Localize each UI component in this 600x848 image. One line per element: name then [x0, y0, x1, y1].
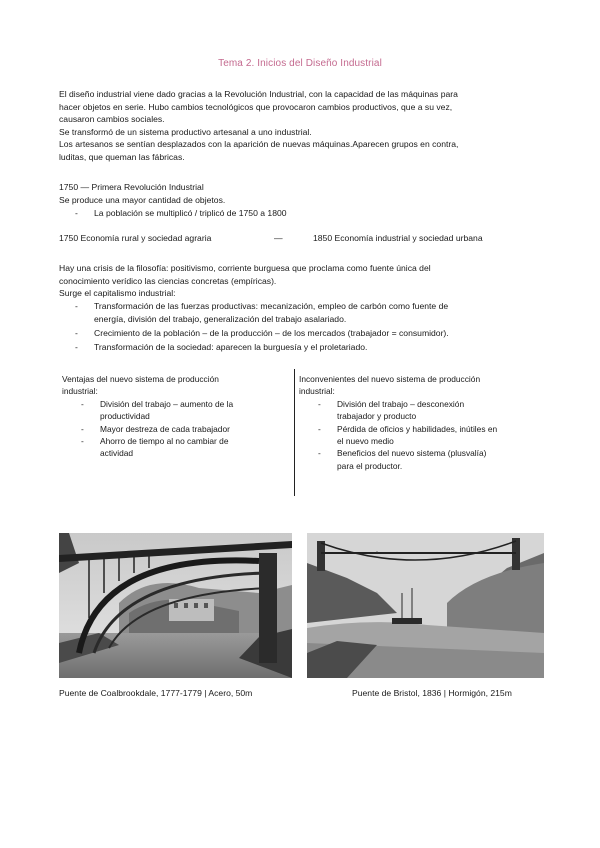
intro-line: luditas, que queman las fábricas.: [59, 152, 185, 162]
list-item-text: Beneficios del nuevo sistema (plusvalía): [337, 448, 487, 459]
revolution-line: Se produce una mayor cantidad de objetos.: [59, 194, 226, 205]
list-item: [62, 423, 290, 435]
coalbrookdale-bridge-image: [59, 533, 292, 678]
list-item: [59, 327, 449, 340]
list-item-text: energía, división del trabajo, generalización del trabajo asalariado.: [94, 313, 347, 324]
timeline-dash: —: [274, 233, 283, 243]
coalbrookdale-bridge-photo: [59, 533, 292, 678]
intro-line: El diseño industrial viene dado gracias a la Revolución Industrial, con la capacidad de las máquinas para: [59, 89, 458, 99]
list-item: [299, 447, 539, 472]
bullet-dash: -: [75, 301, 78, 311]
list-item-text: La población se multiplicó / triplicó de 1750 a 1800: [94, 208, 287, 218]
list-item-text: actividad: [100, 448, 134, 459]
bullet-dash: -: [318, 398, 321, 409]
advantages-heading: industrial:: [62, 386, 98, 397]
list-item-text: Mayor destreza de cada trabajador: [100, 423, 230, 434]
disadvantages-heading: Inconvenientes del nuevo sistema de producción: [299, 374, 481, 384]
bullet-dash: -: [81, 398, 84, 409]
intro-line: Los artesanos se sentían desplazados con la aparición de nuevas máquinas.Aparecen grupos en contra,: [59, 139, 459, 150]
advantages-heading: Ventajas del nuevo sistema de producción: [62, 374, 219, 384]
bristol-bridge-image: [307, 533, 544, 678]
list-item-text: trabajador y producto: [337, 411, 417, 422]
intro-line: hacer objetos en serie. Hubo cambios tecnológicos que provocaron cambios productivos, que a su vez,: [59, 101, 453, 112]
caption-bristol: Puente de Bristol, 1836 | Hormigón, 215m: [352, 688, 512, 698]
capitalism-bullet-list: [59, 300, 449, 353]
bullet-dash: -: [75, 208, 78, 218]
list-item-text: el nuevo medio: [337, 436, 394, 447]
bullet-dash: -: [75, 327, 78, 338]
advantages-list: [62, 398, 290, 460]
page-title: Tema 2. Inicios del Diseño Industrial: [218, 58, 382, 69]
list-item: [299, 423, 539, 448]
list-item: [59, 341, 449, 354]
bullet-dash: -: [75, 341, 78, 352]
caption-coalbrookdale: Puente de Coalbrookdale, 1777-1779 | Acero, 50m: [59, 688, 253, 698]
list-item-text: Crecimiento de la población – de la producción – de los mercados (trabajador = consumidor).: [94, 327, 449, 338]
crisis-line: Surge el capitalismo industrial:: [59, 288, 176, 299]
advantages-column: [62, 373, 290, 460]
intro-line: causaron cambios sociales.: [59, 114, 165, 125]
bristol-bridge-photo: [307, 533, 544, 678]
revolution-heading: 1750 — Primera Revolución Industrial: [59, 182, 204, 192]
list-item: [62, 435, 290, 460]
disadvantages-list: [299, 398, 539, 472]
list-item-text: Transformación de las fuerzas productivas: mecanización, empleo de carbón como fuente de: [94, 301, 449, 311]
list-item-text: Transformación de la sociedad: aparecen la burguesía y el proletariado.: [94, 341, 368, 352]
list-item-text: para el productor.: [337, 460, 403, 471]
bullet-dash: -: [81, 423, 84, 434]
bullet-dash: -: [318, 448, 321, 459]
list-item: [59, 207, 287, 220]
timeline-end: 1850 Economía industrial y sociedad urbana: [313, 233, 483, 243]
revolution-bullet-list: [59, 207, 287, 220]
list-item-text: productividad: [100, 411, 150, 422]
column-divider: [294, 369, 295, 496]
list-item-text: Ahorro de tiempo al no cambiar de: [100, 436, 229, 447]
crisis-line: Hay una crisis de la filosofía: positivismo, corriente burguesa que proclama como fuente única del: [59, 263, 431, 273]
list-item-text: División del trabajo – desconexión: [337, 398, 465, 409]
bullet-dash: -: [81, 436, 84, 447]
intro-line: Se transformó de un sistema productivo artesanal a uno industrial.: [59, 126, 312, 137]
disadvantages-column: [299, 373, 539, 472]
list-item-text: División del trabajo – aumento de la: [100, 398, 234, 409]
bullet-dash: -: [318, 423, 321, 434]
list-item-text: Pérdida de oficios y habilidades, inútiles en: [337, 423, 498, 434]
timeline-start: 1750 Economía rural y sociedad agraria: [59, 233, 212, 243]
list-item: [299, 398, 539, 423]
crisis-line: conocimiento verídico las ciencias concretas (empíricas).: [59, 275, 277, 286]
disadvantages-heading: industrial:: [299, 386, 335, 397]
list-item: [62, 398, 290, 423]
list-item: [59, 300, 449, 325]
